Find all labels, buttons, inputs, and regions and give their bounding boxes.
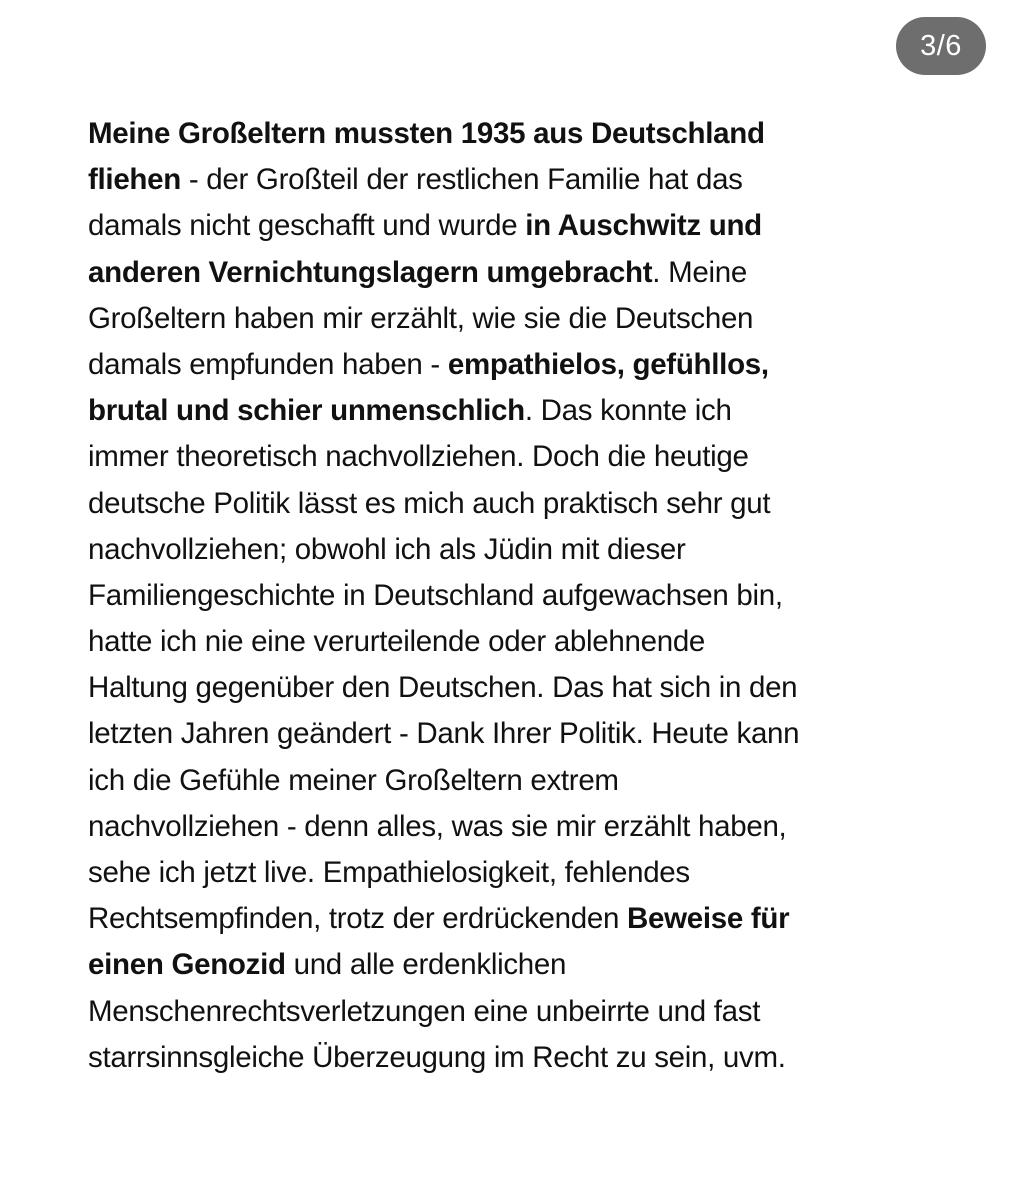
bold-text-run: anderen Vernichtungslagern umgebracht bbox=[88, 255, 653, 289]
text-run: ich die Gefühle meiner Großeltern extrem bbox=[88, 763, 619, 797]
text-run: . Meine bbox=[652, 255, 747, 289]
page-counter-badge: 3/6 bbox=[896, 17, 986, 75]
text-line bbox=[88, 619, 948, 665]
text-run: sehe ich jetzt live. Empathielosigkeit, fehlendes bbox=[88, 856, 690, 889]
text-line bbox=[88, 250, 948, 296]
text-run: Großeltern haben mir erzählt, wie sie die Deutschen bbox=[88, 301, 754, 335]
text-line bbox=[88, 711, 948, 757]
text-line bbox=[88, 296, 948, 342]
text-line bbox=[88, 203, 948, 249]
bold-text-run: Beweise für bbox=[626, 902, 790, 936]
text-run: hatte ich nie eine verurteilende oder ablehnende bbox=[88, 625, 706, 659]
text-line bbox=[88, 481, 948, 527]
text-line bbox=[88, 896, 948, 942]
text-run: damals empfunden haben - bbox=[88, 347, 448, 381]
bold-text-run: in Auschwitz und bbox=[525, 209, 762, 243]
text-line bbox=[88, 989, 948, 1035]
text-line bbox=[88, 850, 948, 896]
body-text bbox=[88, 111, 948, 1081]
text-run: Haltung gegenüber den Deutschen. Das hat sich in den bbox=[88, 671, 798, 705]
bold-text-run: brutal und schier unmenschlich bbox=[88, 394, 525, 428]
bold-text-run: empathielos, gefühllos, bbox=[447, 347, 769, 381]
text-run: nachvollziehen; obwohl ich als Jüdin mit dieser bbox=[88, 532, 686, 566]
text-run: starrsinnsgleiche Überzeugung im Recht zu sein, uvm. bbox=[88, 1040, 786, 1074]
text-run: - der Großteil der restlichen Familie hat das bbox=[180, 163, 743, 197]
text-run: nachvollziehen - denn alles, was sie mir erzählt haben, bbox=[88, 809, 787, 843]
text-run: . Das konnte ich bbox=[524, 394, 732, 428]
bold-text-run: einen Genozid bbox=[88, 948, 286, 982]
text-line bbox=[88, 111, 948, 157]
text-line bbox=[88, 573, 948, 619]
text-run: damals nicht geschafft und wurde bbox=[88, 209, 526, 243]
text-line bbox=[88, 527, 948, 573]
text-line bbox=[88, 1035, 948, 1081]
bold-text-run: Meine Großeltern mussten 1935 aus Deutschland bbox=[88, 117, 765, 150]
text-run: deutsche Politik lässt es mich auch praktisch sehr gut bbox=[88, 486, 771, 520]
text-line bbox=[88, 157, 948, 203]
text-run: Familiengeschichte in Deutschland aufgewachsen bin, bbox=[88, 578, 783, 612]
text-line bbox=[88, 804, 948, 850]
text-run: Rechtsempfinden, trotz der erdrückenden bbox=[88, 902, 627, 936]
bold-text-run: fliehen bbox=[88, 163, 181, 197]
text-run: letzten Jahren geändert - Dank Ihrer Politik. Heute kann bbox=[88, 717, 800, 751]
text-line bbox=[88, 758, 948, 804]
text-line bbox=[88, 942, 948, 988]
text-line bbox=[88, 434, 948, 480]
text-line bbox=[88, 665, 948, 711]
text-run: und alle erdenklichen bbox=[285, 948, 567, 982]
text-run: Menschenrechtsverletzungen eine unbeirrte und fast bbox=[88, 994, 761, 1028]
text-run: immer theoretisch nachvollziehen. Doch die heutige bbox=[88, 440, 749, 474]
text-line bbox=[88, 342, 948, 388]
text-line bbox=[88, 388, 948, 434]
